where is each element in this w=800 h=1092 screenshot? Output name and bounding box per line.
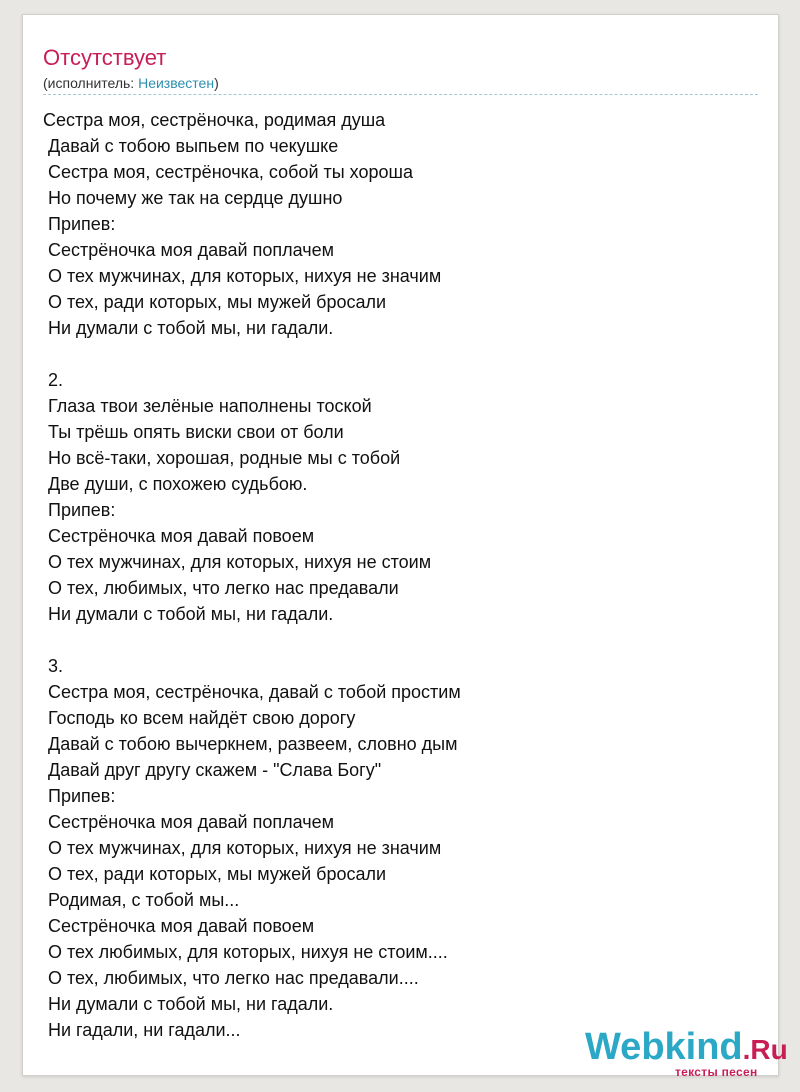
lyric-line: [43, 627, 758, 653]
artist-link[interactable]: Неизвестен: [138, 75, 215, 91]
lyric-line: Ни думали с тобой мы, ни гадали.: [43, 994, 334, 1014]
artist-line: [43, 74, 758, 92]
artist-suffix: ): [214, 75, 219, 91]
song-header: [43, 45, 758, 92]
lyric-line: Сестра моя, сестрёночка, родимая душа: [43, 110, 386, 130]
lyric-line: Давай друг другу скажем - "Слава Богу": [43, 760, 382, 780]
lyric-line: О тех любимых, для которых, нихуя не стоим....: [43, 942, 448, 962]
logo-ru: .Ru: [742, 1034, 788, 1065]
lyric-line: Сестрёночка моя давай поплачем: [43, 812, 334, 832]
lyrics-text: [43, 107, 758, 1043]
lyric-line: Две души, с похожею судьбою.: [43, 474, 308, 494]
lyric-line: О тех мужчинах, для которых, нихуя не значим: [43, 838, 442, 858]
lyric-line: Сестрёночка моя давай повоем: [43, 916, 315, 936]
artist-prefix: (исполнитель:: [43, 75, 139, 91]
lyric-line: О тех мужчинах, для которых, нихуя не стоим: [43, 552, 432, 572]
lyric-line: Сестрёночка моя давай поплачем: [43, 240, 334, 260]
lyric-line: Сестра моя, сестрёночка, собой ты хороша: [43, 162, 413, 182]
lyric-line: Ни думали с тобой мы, ни гадали.: [43, 318, 334, 338]
header-divider: [43, 94, 758, 95]
lyric-line: Но почему же так на сердце душно: [43, 188, 343, 208]
logo-web: Webkind: [585, 1026, 743, 1068]
lyric-line: Давай с тобою вычеркнем, развеем, словно дым: [43, 734, 458, 754]
lyric-line: О тех мужчинах, для которых, нихуя не значим: [43, 266, 442, 286]
lyric-line: Господь ко всем найдёт свою дорогу: [43, 708, 356, 728]
lyric-line: Сестра моя, сестрёночка, давай с тобой простим: [43, 682, 461, 702]
lyric-line: 2.: [43, 370, 64, 390]
lyric-line: Ты трёшь опять виски свои от боли: [43, 422, 344, 442]
song-title: Отсутствует: [43, 45, 167, 70]
lyric-line: Припев:: [43, 214, 116, 234]
lyric-line: Припев:: [43, 500, 116, 520]
lyric-line: 3.: [43, 656, 64, 676]
lyric-line: О тех, любимых, что легко нас предавали....: [43, 968, 419, 988]
lyric-line: О тех, ради которых, мы мужей бросали: [43, 864, 387, 884]
lyric-line: Но всё-таки, хорошая, родные мы с тобой: [43, 448, 401, 468]
lyric-line: Ни думали с тобой мы, ни гадали.: [43, 604, 334, 624]
lyric-line: [43, 341, 758, 367]
logo-tagline: тексты песен: [675, 1065, 758, 1079]
lyric-line: Припев:: [43, 786, 116, 806]
lyric-line: Глаза твои зелёные наполнены тоской: [43, 396, 372, 416]
lyric-line: О тех, любимых, что легко нас предавали: [43, 578, 399, 598]
lyric-line: Ни гадали, ни гадали...: [43, 1020, 241, 1040]
lyric-line: Сестрёночка моя давай повоем: [43, 526, 315, 546]
lyric-line: О тех, ради которых, мы мужей бросали: [43, 292, 387, 312]
lyrics-page: [22, 14, 788, 1079]
site-logo[interactable]: [585, 1025, 788, 1085]
lyric-line: Давай с тобою выпьем по чекушке: [43, 136, 339, 156]
lyric-line: Родимая, с тобой мы...: [43, 890, 240, 910]
